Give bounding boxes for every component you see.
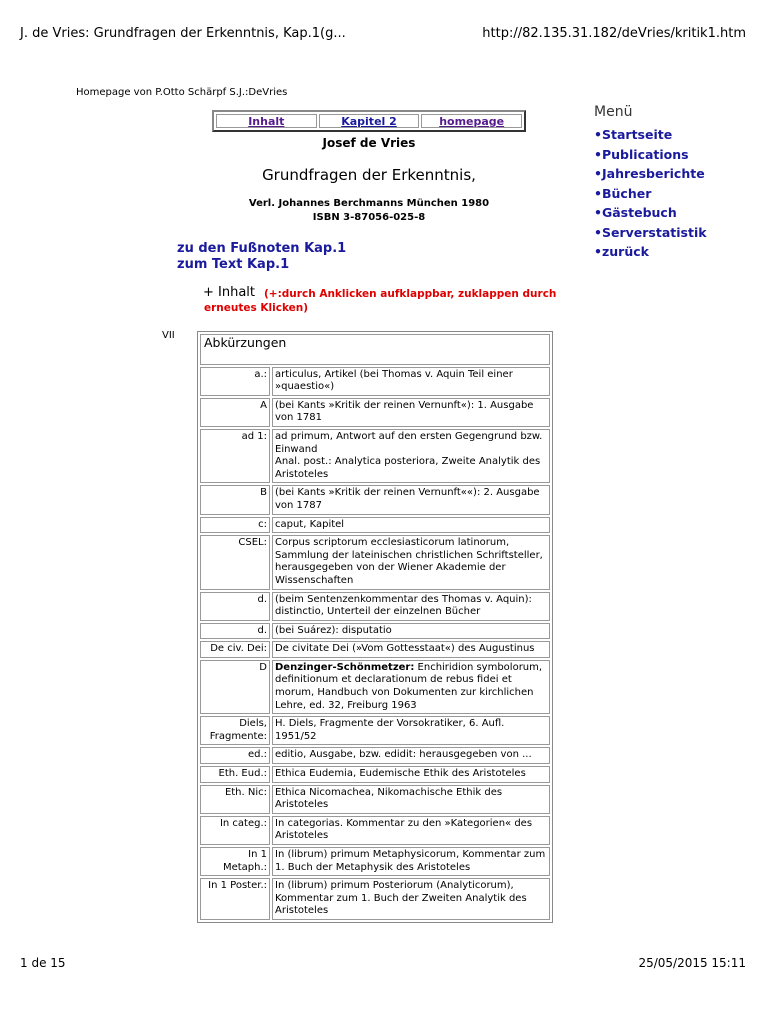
abbr-value: Corpus scriptorum ecclesiasticorum latinorum, Sammlung der lateinischen christlichen Schriftsteller, herausgegeben von der Wiener Akademie der Wissenschaften xyxy=(272,535,550,589)
abbr-value: Ethica Eudemia, Eudemische Ethik des Aristoteles xyxy=(272,766,550,783)
abbr-value-cell xyxy=(272,429,550,483)
table-row xyxy=(200,517,550,534)
nav-cell-homepage xyxy=(421,114,522,128)
table-row xyxy=(200,816,550,845)
nav-link-inhalt[interactable]: Inhalt xyxy=(248,115,285,128)
table-row xyxy=(200,429,550,483)
abbr-value: ad primum, Antwort auf den ersten Gegengrund bzw. Einwand xyxy=(275,430,543,455)
abbr-value-extra: Anal. post.: Analytica posteriora, Zweite Analytik des Aristoteles xyxy=(275,456,541,480)
table-row xyxy=(200,747,550,764)
abbr-value-bold: Denzinger-Schönmetzer: xyxy=(275,661,415,673)
table-row xyxy=(200,367,550,396)
abbr-value: (bei Kants »Kritik der reinen Vernunft«): 1. Ausgabe von 1781 xyxy=(272,398,550,427)
abbr-value: H. Diels, Fragmente der Vorsokratiker, 6. Aufl. 1951/52 xyxy=(272,716,550,745)
abbr-value: In (librum) primum Posteriorum (Analyticorum), Kommentar zum 1. Buch der Zweiten Analytik des Aristoteles xyxy=(272,878,550,920)
table-row xyxy=(200,716,550,745)
side-menu xyxy=(594,104,707,262)
abbr-value: Ethica Nicomachea, Nikomachische Ethik des Aristoteles xyxy=(272,785,550,814)
text-link[interactable]: zum Text Kap.1 xyxy=(177,257,290,272)
nav-link-kapitel2[interactable]: Kapitel 2 xyxy=(341,115,397,128)
abbr-key: In 1 Metaph.: xyxy=(200,847,270,876)
menu-item-gaestebuch[interactable]: •Gästebuch xyxy=(594,205,677,220)
abbr-key: c: xyxy=(200,517,270,534)
table-row xyxy=(200,623,550,640)
abbr-value: De civitate Dei (»Vom Gottesstaat«) des Augustinus xyxy=(272,641,550,658)
abbr-key: Eth. Nic: xyxy=(200,785,270,814)
menu-item-zurueck[interactable]: •zurück xyxy=(594,244,649,259)
nav-cell-inhalt xyxy=(216,114,317,128)
abbr-value: In (librum) primum Metaphysicorum, Kommentar zum 1. Buch der Metaphysik des Aristoteles xyxy=(272,847,550,876)
abbr-value: editio, Ausgabe, bzw. edidit: herausgegeben von ... xyxy=(272,747,550,764)
abbr-key: Diels, Fragmente: xyxy=(200,716,270,745)
menu-item-serverstatistik[interactable]: •Serverstatistik xyxy=(594,224,707,240)
table-row xyxy=(200,485,550,514)
nav-link-homepage[interactable]: homepage xyxy=(439,115,505,128)
menu-item-buecher[interactable]: •Bücher xyxy=(594,185,652,201)
abbr-key: Eth. Eud.: xyxy=(200,766,270,783)
abbr-value: articulus, Artikel (bei Thomas v. Aquin Teil einer »quaestio«) xyxy=(272,367,550,396)
abbr-value: (bei Suárez): disputatio xyxy=(272,623,550,640)
abbr-value: caput, Kapitel xyxy=(272,517,550,534)
abbr-value: (beim Sentenzenkommentar des Thomas v. Aquin): distinctio, Unterteil der einzelnen Bücher xyxy=(272,592,550,621)
table-heading: Abkürzungen xyxy=(200,334,550,365)
page-url: http://82.135.31.182/deVries/kritik1.htm xyxy=(482,26,746,41)
abbr-key: CSEL: xyxy=(200,535,270,589)
abbr-key: ed.: xyxy=(200,747,270,764)
abbreviations-table xyxy=(197,331,553,923)
abbr-value: (bei Kants »Kritik der reinen Vernunft««): 2. Ausgabe von 1787 xyxy=(272,485,550,514)
author: Josef de Vries xyxy=(322,136,416,150)
abbr-key: B xyxy=(200,485,270,514)
abbr-value-cell xyxy=(272,660,550,714)
table-row xyxy=(200,878,550,920)
abbr-key: D xyxy=(200,660,270,714)
isbn: ISBN 3-87056-025-8 xyxy=(312,212,426,223)
table-row xyxy=(200,766,550,783)
footer-page-count: 1 de 15 xyxy=(20,956,66,970)
menu-item-jahresberichte[interactable]: •Jahresberichte xyxy=(594,166,705,181)
page-number: VII xyxy=(162,330,175,341)
page-title: Grundfragen der Erkenntnis, xyxy=(262,166,476,184)
table-row xyxy=(200,592,550,621)
inhalt-note: (+:durch Anklicken aufklappbar, zuklappen durch erneutes Klicken) xyxy=(204,288,557,314)
table-row xyxy=(200,660,550,714)
abbr-key: a.: xyxy=(200,367,270,396)
table-row xyxy=(200,398,550,427)
abbr-key: In categ.: xyxy=(200,816,270,845)
abbr-key: De civ. Dei: xyxy=(200,641,270,658)
abbr-value: Enchiridion symbolorum, definitionum et declarationum de rebus fidei et morum, Handbuch von Dokumenten zur kirchlichen Lehre, ed. 32, Freiburg 1963 xyxy=(275,661,543,711)
abbr-key: d. xyxy=(200,592,270,621)
menu-title: Menü xyxy=(594,104,633,120)
table-row xyxy=(200,641,550,658)
abbr-key: d. xyxy=(200,623,270,640)
table-row xyxy=(200,847,550,876)
abbr-key: A xyxy=(200,398,270,427)
inhalt-toggle[interactable]: + Inhalt xyxy=(203,285,256,300)
table-row xyxy=(200,535,550,589)
nav-cell-kapitel2 xyxy=(319,114,420,128)
nav-table xyxy=(212,110,526,132)
menu-item-startseite[interactable]: •Startseite xyxy=(594,127,673,142)
footnotes-link[interactable]: zu den Fußnoten Kap.1 xyxy=(177,241,347,256)
homepage-line: Homepage von P.Otto Schärpf S.J.:DeVries xyxy=(76,87,288,98)
abbr-key: In 1 Poster.: xyxy=(200,878,270,920)
document-title: J. de Vries: Grundfragen der Erkenntnis, Kap.1(g... xyxy=(20,26,346,41)
footer-date: 25/05/2015 15:11 xyxy=(638,956,746,970)
table-row xyxy=(200,785,550,814)
abbr-key: ad 1: xyxy=(200,429,270,483)
publisher: Verl. Johannes Berchmanns München 1980 xyxy=(248,198,490,209)
menu-item-publications[interactable]: •Publications xyxy=(594,146,689,162)
abbr-value: In categorias. Kommentar zu den »Kategorien« des Aristoteles xyxy=(272,816,550,845)
